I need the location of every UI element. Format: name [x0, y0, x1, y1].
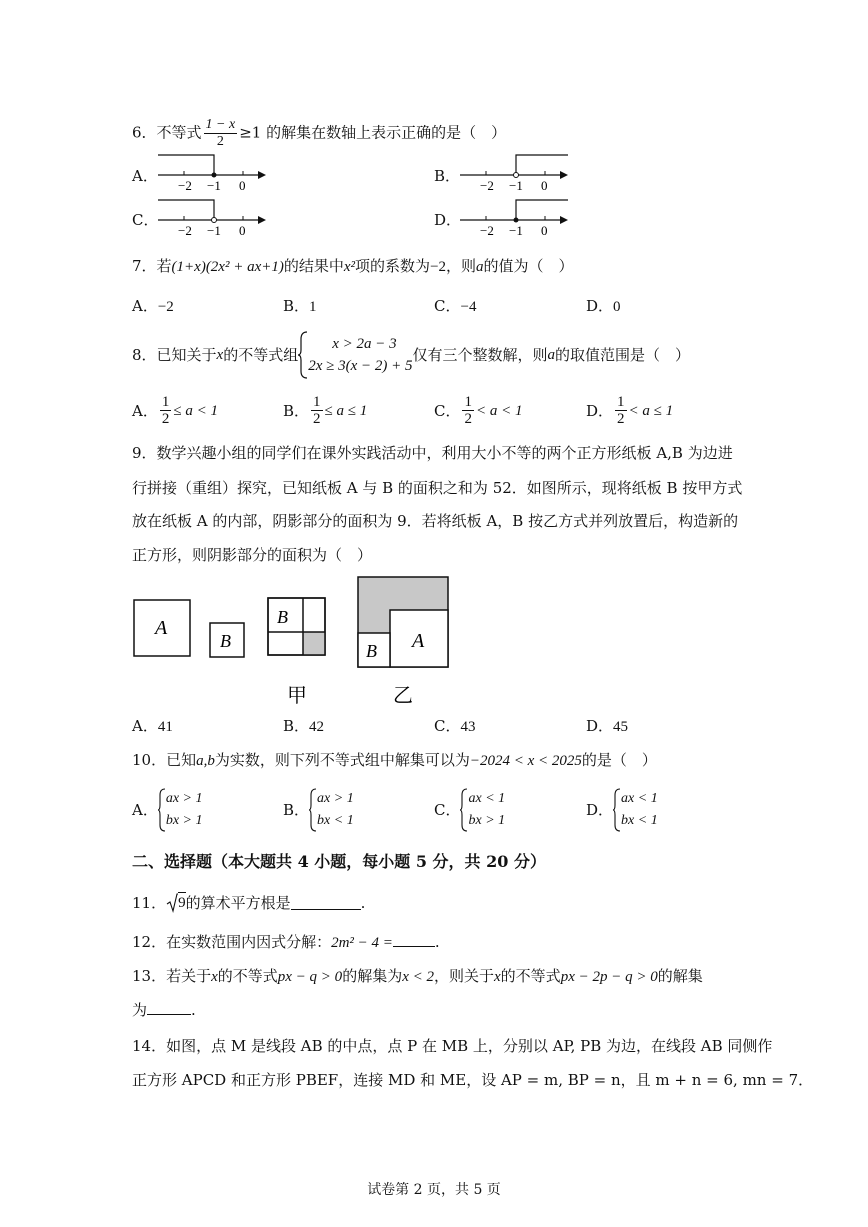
q6-option-d-numberline[interactable] [454, 195, 574, 239]
q9-line3: 放在纸板 A 的内部，阴影部分的面积为 9．若将纸板 A，B 按乙方式并列放置后，构造新的 [132, 512, 739, 530]
q7-option-d[interactable]: D．0 [586, 297, 621, 315]
brace-icon [309, 788, 317, 832]
q6-option-a-numberline[interactable] [152, 150, 272, 194]
q6-option-b-numberline[interactable] [454, 150, 574, 194]
svg-text:−2: −2 [480, 178, 494, 193]
svg-text:0: 0 [541, 223, 548, 238]
q14-line1: 14．如图，点 M 是线段 AB 的中点，点 P 在 MB 上，分别以 AP, PB 为边，在线段 AB 同侧作 [132, 1037, 773, 1055]
jia-label: 甲 [287, 685, 307, 707]
q6-option-c-numberline[interactable] [152, 195, 272, 239]
q6-option-a-label[interactable]: A． [132, 167, 158, 185]
brace-icon [460, 788, 468, 832]
yi-label: 乙 [393, 685, 413, 707]
q7-option-b[interactable]: B．1 [283, 297, 317, 315]
section-heading: 二、选择题（本大题共 4 小题，每小题 5 分，共 20 分） [132, 852, 546, 871]
svg-text:0: 0 [239, 223, 246, 238]
q6-stem: 6．不等式 $\frac{1 - x}{2}$ ≥1 的解集在数轴上表示正确的是（ ） [132, 117, 507, 149]
q9-option-c[interactable]: C．43 [434, 717, 476, 735]
answer-blank[interactable] [147, 1000, 191, 1015]
q7-stem: 7．若(1+x)(2x² + ax+1)的结果中x²项的系数为−2，则a的值为（ ） [132, 257, 574, 275]
q13-line1: 13．若关于x的不等式px − q > 0的解集为x < 2，则关于x的不等式px − 2p − q > 0的解集 [132, 967, 703, 985]
svg-text:0: 0 [541, 178, 548, 193]
tick: −2 [178, 178, 192, 193]
svg-text:B: B [277, 607, 288, 627]
q9-line1: 9．数学兴趣小组的同学们在课外实践活动中，利用大小不等的两个正方形纸板 A,B 为边进 [132, 444, 733, 462]
svg-text:A: A [412, 630, 425, 652]
q6-option-d-label[interactable]: D． [434, 211, 462, 229]
svg-text:−2: −2 [178, 223, 192, 238]
svg-text:−2: −2 [480, 223, 494, 238]
q10-stem: 10．已知a,b为实数，则下列不等式组中解集可以为−2024 < x < 2025的是（ ） [132, 751, 657, 769]
q10-option-d[interactable]: D． ax < 1 bx < 1 [586, 788, 658, 832]
q14-line2: 正方形 APCD 和正方形 PBEF，连接 MD 和 ME，设 AP = m, BP = n，且 m + n = 6, mn = 7． [132, 1071, 814, 1089]
q6-option-b-label[interactable]: B． [434, 167, 461, 185]
q10-option-b[interactable]: B． ax > 1 bx < 1 [283, 788, 354, 832]
page-footer: 试卷第 2 页，共 5 页 [367, 1182, 501, 1198]
brace-icon [613, 788, 621, 832]
tick: 0 [239, 178, 246, 193]
q9-line2: 行拼接（重组）探究，已知纸板 A 与 B 的面积之和为 52．如图所示，现将纸板 B 按甲方式 [132, 479, 743, 497]
svg-text:B: B [220, 631, 231, 651]
q8-option-c[interactable]: C． $\frac{1}{2}$ < a < 1 [434, 394, 523, 427]
sqrt-icon [166, 893, 178, 913]
svg-text:−1: −1 [509, 178, 523, 193]
jia-shade [303, 632, 325, 655]
q8-option-d[interactable]: D． $\frac{1}{2}$ < a ≤ 1 [586, 394, 674, 427]
answer-blank[interactable] [291, 895, 361, 910]
q9-option-d[interactable]: D．45 [586, 717, 629, 735]
q7-option-c[interactable]: C．−4 [434, 297, 477, 315]
q8-option-a[interactable]: A． $\frac{1}{2}$ ≤ a < 1 [132, 394, 218, 427]
q10-option-a[interactable]: A． ax > 1 bx > 1 [132, 788, 203, 832]
q11: 11． 9 的算术平方根是 . [132, 893, 366, 912]
q10-option-c[interactable]: C． ax < 1 bx > 1 [434, 788, 505, 832]
answer-blank[interactable] [393, 932, 435, 947]
svg-text:B: B [366, 641, 377, 661]
brace-icon [298, 331, 308, 379]
q9-option-a[interactable]: A．41 [132, 717, 173, 735]
svg-text:−1: −1 [207, 223, 221, 238]
q9-figure [128, 572, 458, 712]
svg-text:A: A [155, 617, 168, 639]
tick: −1 [207, 178, 221, 193]
brace-icon [158, 788, 166, 832]
q8-option-b[interactable]: B． $\frac{1}{2}$ ≤ a ≤ 1 [283, 394, 368, 427]
svg-text:−1: −1 [509, 223, 523, 238]
q13-line2: 为 . [132, 1001, 196, 1019]
q9-line4: 正方形，则阴影部分的面积为（ ） [132, 546, 373, 564]
q12: 12．在实数范围内因式分解：2m² − 4 = . [132, 933, 440, 951]
q8-stem: 8．已知关于 x 的不等式组 x > 2a − 3 2x ≥ 3(x − 2) + 5 仅有三个整数解，则 a 的取值范围是（ ） [132, 330, 690, 380]
q6-option-c-label[interactable]: C． [132, 211, 159, 229]
q7-option-a[interactable]: A．−2 [132, 297, 174, 315]
q9-option-b[interactable]: B．42 [283, 717, 325, 735]
